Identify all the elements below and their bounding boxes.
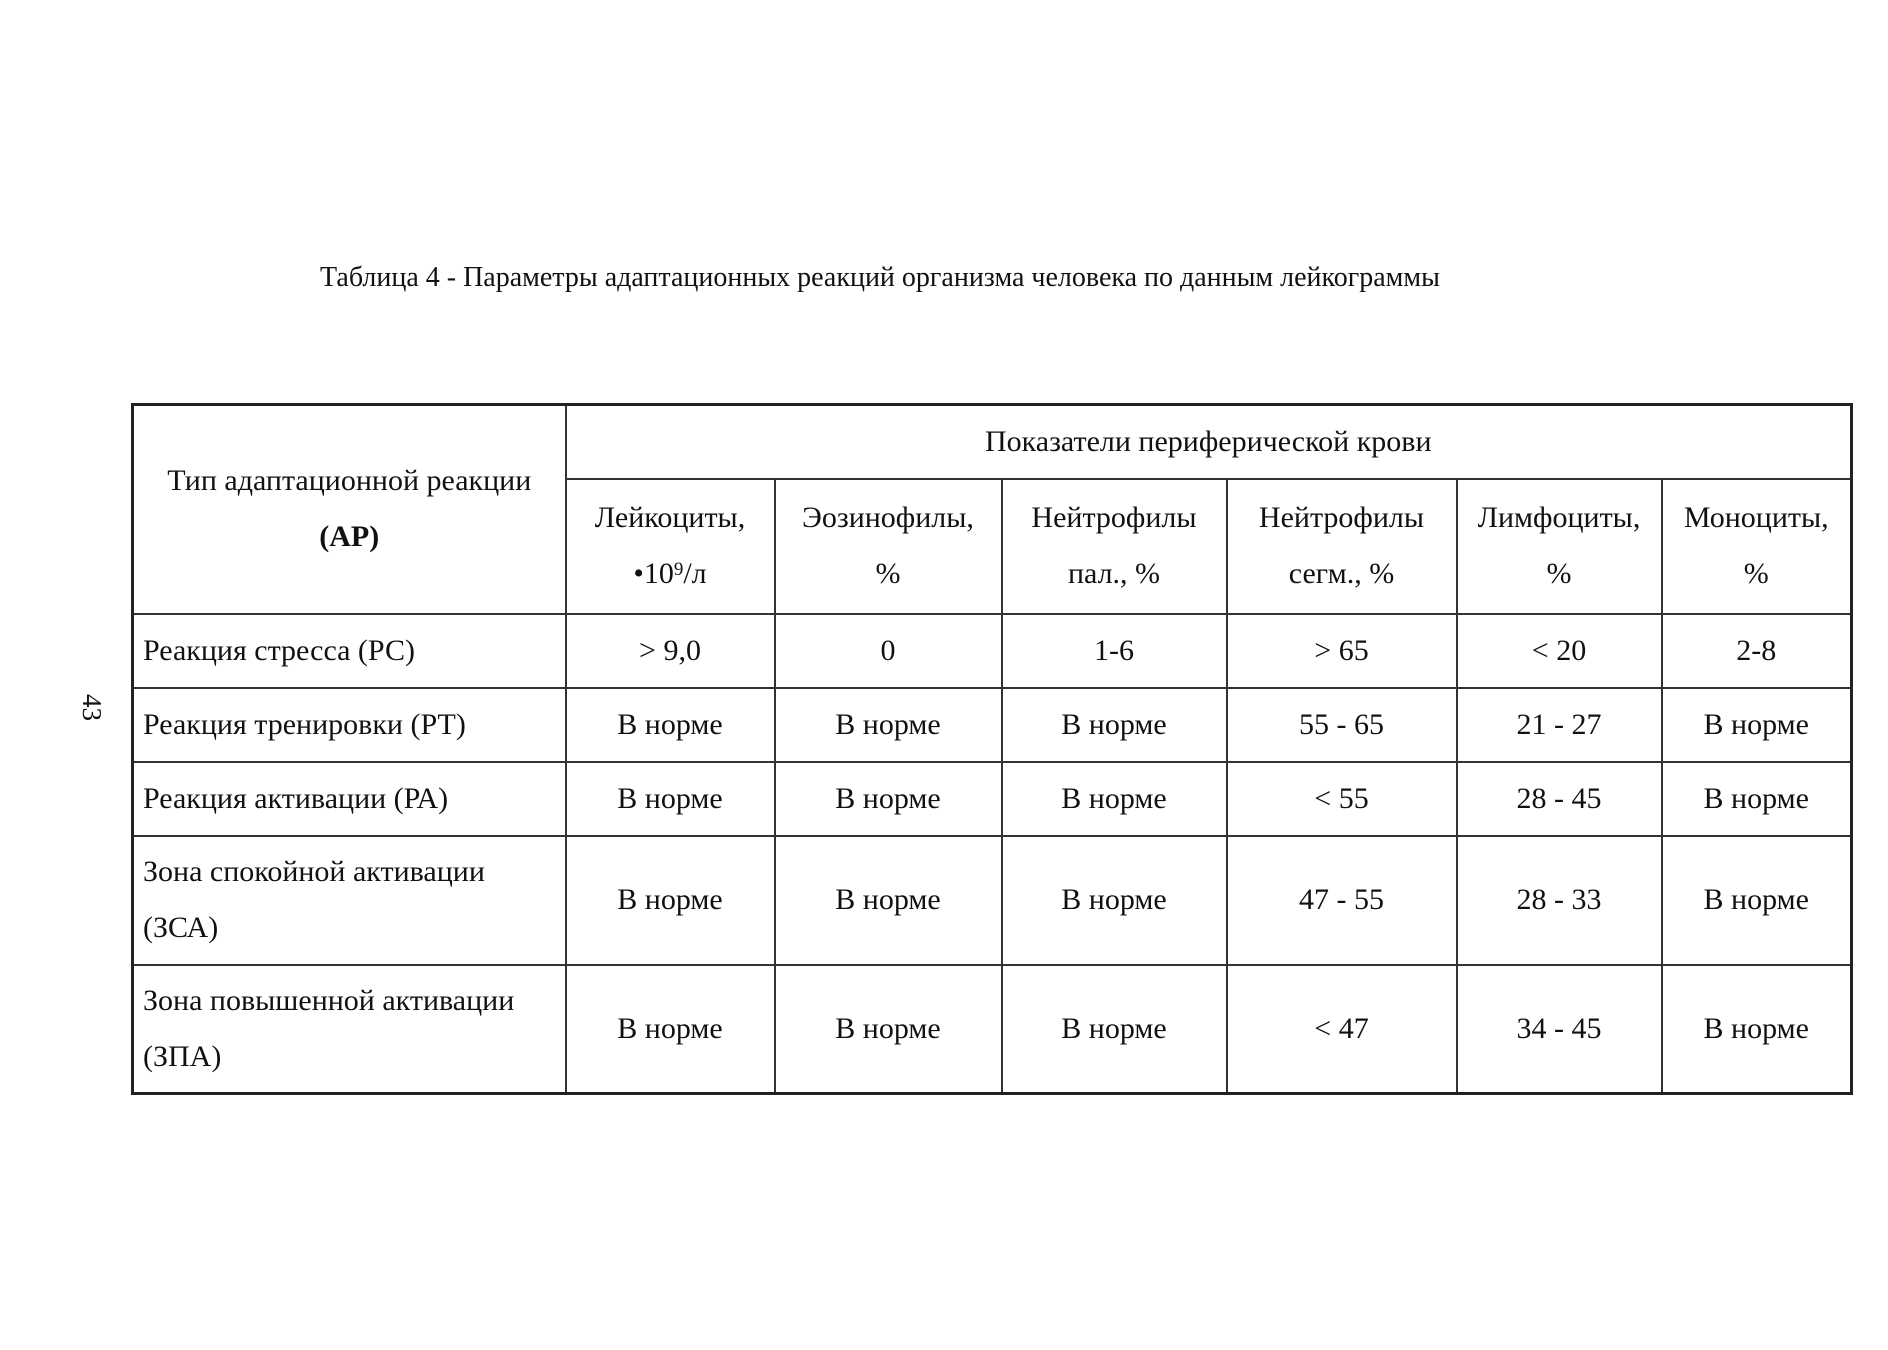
column-header-line2: % <box>875 557 901 590</box>
table-cell: < 47 <box>1227 965 1457 1094</box>
corner-header-line1: Тип адаптационной реакции <box>167 464 532 498</box>
column-header-segmented-neutrophils <box>1227 479 1457 614</box>
table-cell: В норме <box>1662 762 1852 836</box>
table-cell: 2-8 <box>1662 614 1852 688</box>
table-cell: > 9,0 <box>566 614 775 688</box>
table-cell: В норме <box>775 762 1002 836</box>
table-cell: 28 - 33 <box>1457 836 1662 965</box>
row-label-line1: Зона повышенной активации <box>143 983 515 1017</box>
table-cell: 21 - 27 <box>1457 688 1662 762</box>
column-header-line1: Моноциты, <box>1683 501 1829 534</box>
table-row <box>133 614 1852 688</box>
row-label <box>133 965 566 1094</box>
row-label: Реакция стресса (РС) <box>133 614 566 688</box>
column-header-line2: пал., % <box>1067 557 1161 590</box>
table-cell: В норме <box>1002 836 1227 965</box>
table-row <box>133 836 1852 965</box>
table-cell: 47 - 55 <box>1227 836 1457 965</box>
table-cell: В норме <box>775 965 1002 1094</box>
column-header-line1: Эозинофилы, <box>802 501 974 534</box>
leukogram-table <box>131 403 1853 1095</box>
table-cell: 55 - 65 <box>1227 688 1457 762</box>
table-cell: < 55 <box>1227 762 1457 836</box>
table-cell: В норме <box>1002 762 1227 836</box>
column-header-line1: Нейтрофилы <box>1031 501 1197 534</box>
column-header-leukocytes <box>566 479 775 614</box>
column-header-line2 <box>571 546 770 602</box>
row-label-line2: (ЗСА) <box>143 911 219 944</box>
table-row <box>133 965 1852 1094</box>
table-cell: В норме <box>775 688 1002 762</box>
table-cell: > 65 <box>1227 614 1457 688</box>
column-header-band-neutrophils <box>1002 479 1227 614</box>
row-label-line1: Зона спокойной активации <box>143 855 485 888</box>
row-label: Реакция тренировки (РТ) <box>133 688 566 762</box>
unit-suffix: /л <box>683 557 707 590</box>
column-header-lymphocytes <box>1457 479 1662 614</box>
table-cell: В норме <box>1662 688 1852 762</box>
corner-header-line2: (АР) <box>319 520 380 554</box>
row-label-text: Реакция активации (РА) <box>143 781 449 815</box>
column-header-line2: % <box>1743 557 1769 590</box>
table-row <box>133 688 1852 762</box>
row-label <box>133 836 566 965</box>
column-header-line1: Лимфоциты, <box>1477 501 1641 534</box>
table-cell: В норме <box>775 836 1002 965</box>
table-cell: В норме <box>1002 688 1227 762</box>
row-label-line2: (ЗПА) <box>143 1039 222 1073</box>
table-cell: < 20 <box>1457 614 1662 688</box>
table-cell: В норме <box>1662 836 1852 965</box>
table-cell: В норме <box>566 688 775 762</box>
column-header-line1: Лейкоциты, <box>594 501 746 534</box>
table-cell: В норме <box>566 965 775 1094</box>
table-cell: В норме <box>566 762 775 836</box>
table-cell: 0 <box>775 614 1002 688</box>
table-cell: В норме <box>566 836 775 965</box>
column-header-line2: сегм., % <box>1288 557 1395 590</box>
unit-prefix: •10 <box>633 557 674 590</box>
table-cell: 34 - 45 <box>1457 965 1662 1094</box>
page-number: 43 <box>77 694 107 721</box>
table-cell: 28 - 45 <box>1457 762 1662 836</box>
column-header-eosinophils <box>775 479 1002 614</box>
table-cell: 1-6 <box>1002 614 1227 688</box>
corner-header-cell <box>133 405 566 614</box>
column-header-line1: Нейтрофилы <box>1258 501 1425 534</box>
table-row <box>133 762 1852 836</box>
table-caption: Таблица 4 - Параметры адаптационных реакций организма человека по данным лейкограммы <box>320 262 1440 293</box>
unit-exponent: 9 <box>673 559 684 580</box>
column-header-monocytes <box>1662 479 1852 614</box>
group-header: Показатели периферической крови <box>566 405 1852 479</box>
row-label <box>133 762 566 836</box>
table-cell: В норме <box>1002 965 1227 1094</box>
column-header-line2: % <box>1546 557 1572 590</box>
table-cell: В норме <box>1662 965 1852 1094</box>
